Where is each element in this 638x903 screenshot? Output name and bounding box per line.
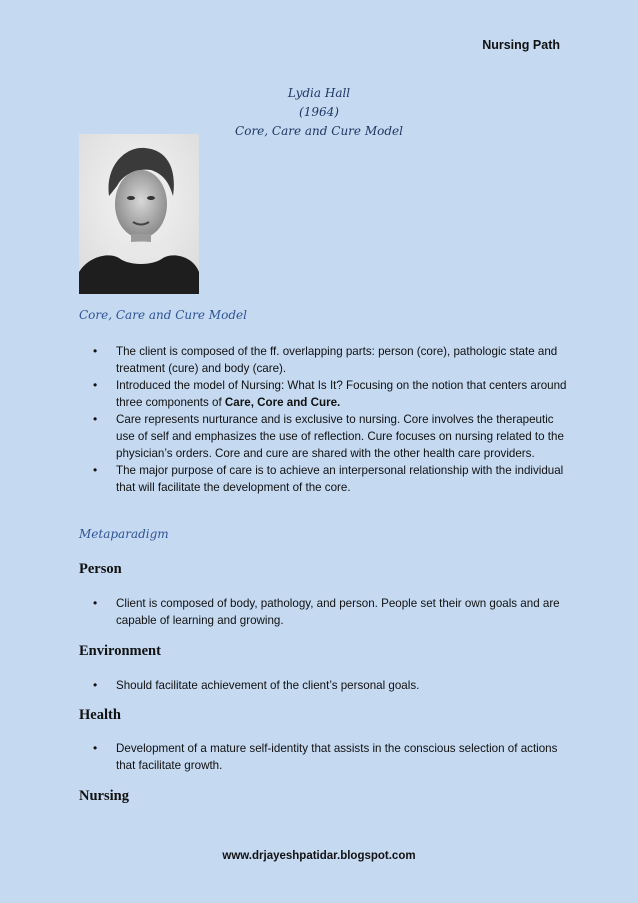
list-item: • Development of a mature self-identity that assists in the conscious selection of actions that facilitate growth. bbox=[79, 740, 569, 774]
portrait-image bbox=[79, 134, 199, 294]
title-block bbox=[0, 84, 638, 141]
list-item-bold: Care, Core and Cure. bbox=[224, 396, 341, 409]
list-item: • The client is composed of the ff. overlapping parts: person (core), pathologic state and treatment (cure) and body (care). bbox=[79, 343, 569, 377]
heading-nursing: Nursing bbox=[79, 788, 129, 804]
list-item bbox=[79, 377, 569, 411]
person-bullet-list bbox=[79, 595, 569, 629]
list-item-text: Introduced the model of Nursing: What Is It? Focusing on the notion that centers around three components of bbox=[116, 379, 567, 409]
author-name: Lydia Hall bbox=[287, 86, 351, 100]
model-bullet-list bbox=[79, 343, 569, 496]
list-item: • The major purpose of care is to achieve an interpersonal relationship with the individual that will facilitate the development of the core. bbox=[79, 462, 569, 496]
section-heading-model: Core, Care and Cure Model bbox=[79, 308, 247, 322]
header-title: Nursing Path bbox=[482, 38, 560, 52]
heading-health: Health bbox=[79, 707, 121, 723]
health-bullet-list bbox=[79, 740, 569, 774]
list-item: • Client is composed of body, pathology, and person. People set their own goals and are capable of learning and growing. bbox=[79, 595, 569, 629]
portrait-photo bbox=[79, 134, 199, 294]
section-heading-metaparadigm: Metaparadigm bbox=[79, 527, 169, 541]
author-year: (1964) bbox=[299, 105, 339, 119]
model-title: Core, Care and Cure Model bbox=[235, 124, 403, 138]
footer-url: www.drjayeshpatidar.blogspot.com bbox=[222, 850, 416, 862]
heading-person: Person bbox=[79, 561, 122, 577]
list-item: • Should facilitate achievement of the client’s personal goals. bbox=[79, 677, 569, 694]
environment-bullet-list bbox=[79, 677, 569, 694]
list-item: • Care represents nurturance and is exclusive to nursing. Core involves the therapeutic use of self and emphasizes the use of reflection. Cure focuses on nursing related to the physician’s orders. Core and cure are shared with the other health care providers. bbox=[79, 411, 569, 462]
heading-environment: Environment bbox=[79, 643, 161, 659]
